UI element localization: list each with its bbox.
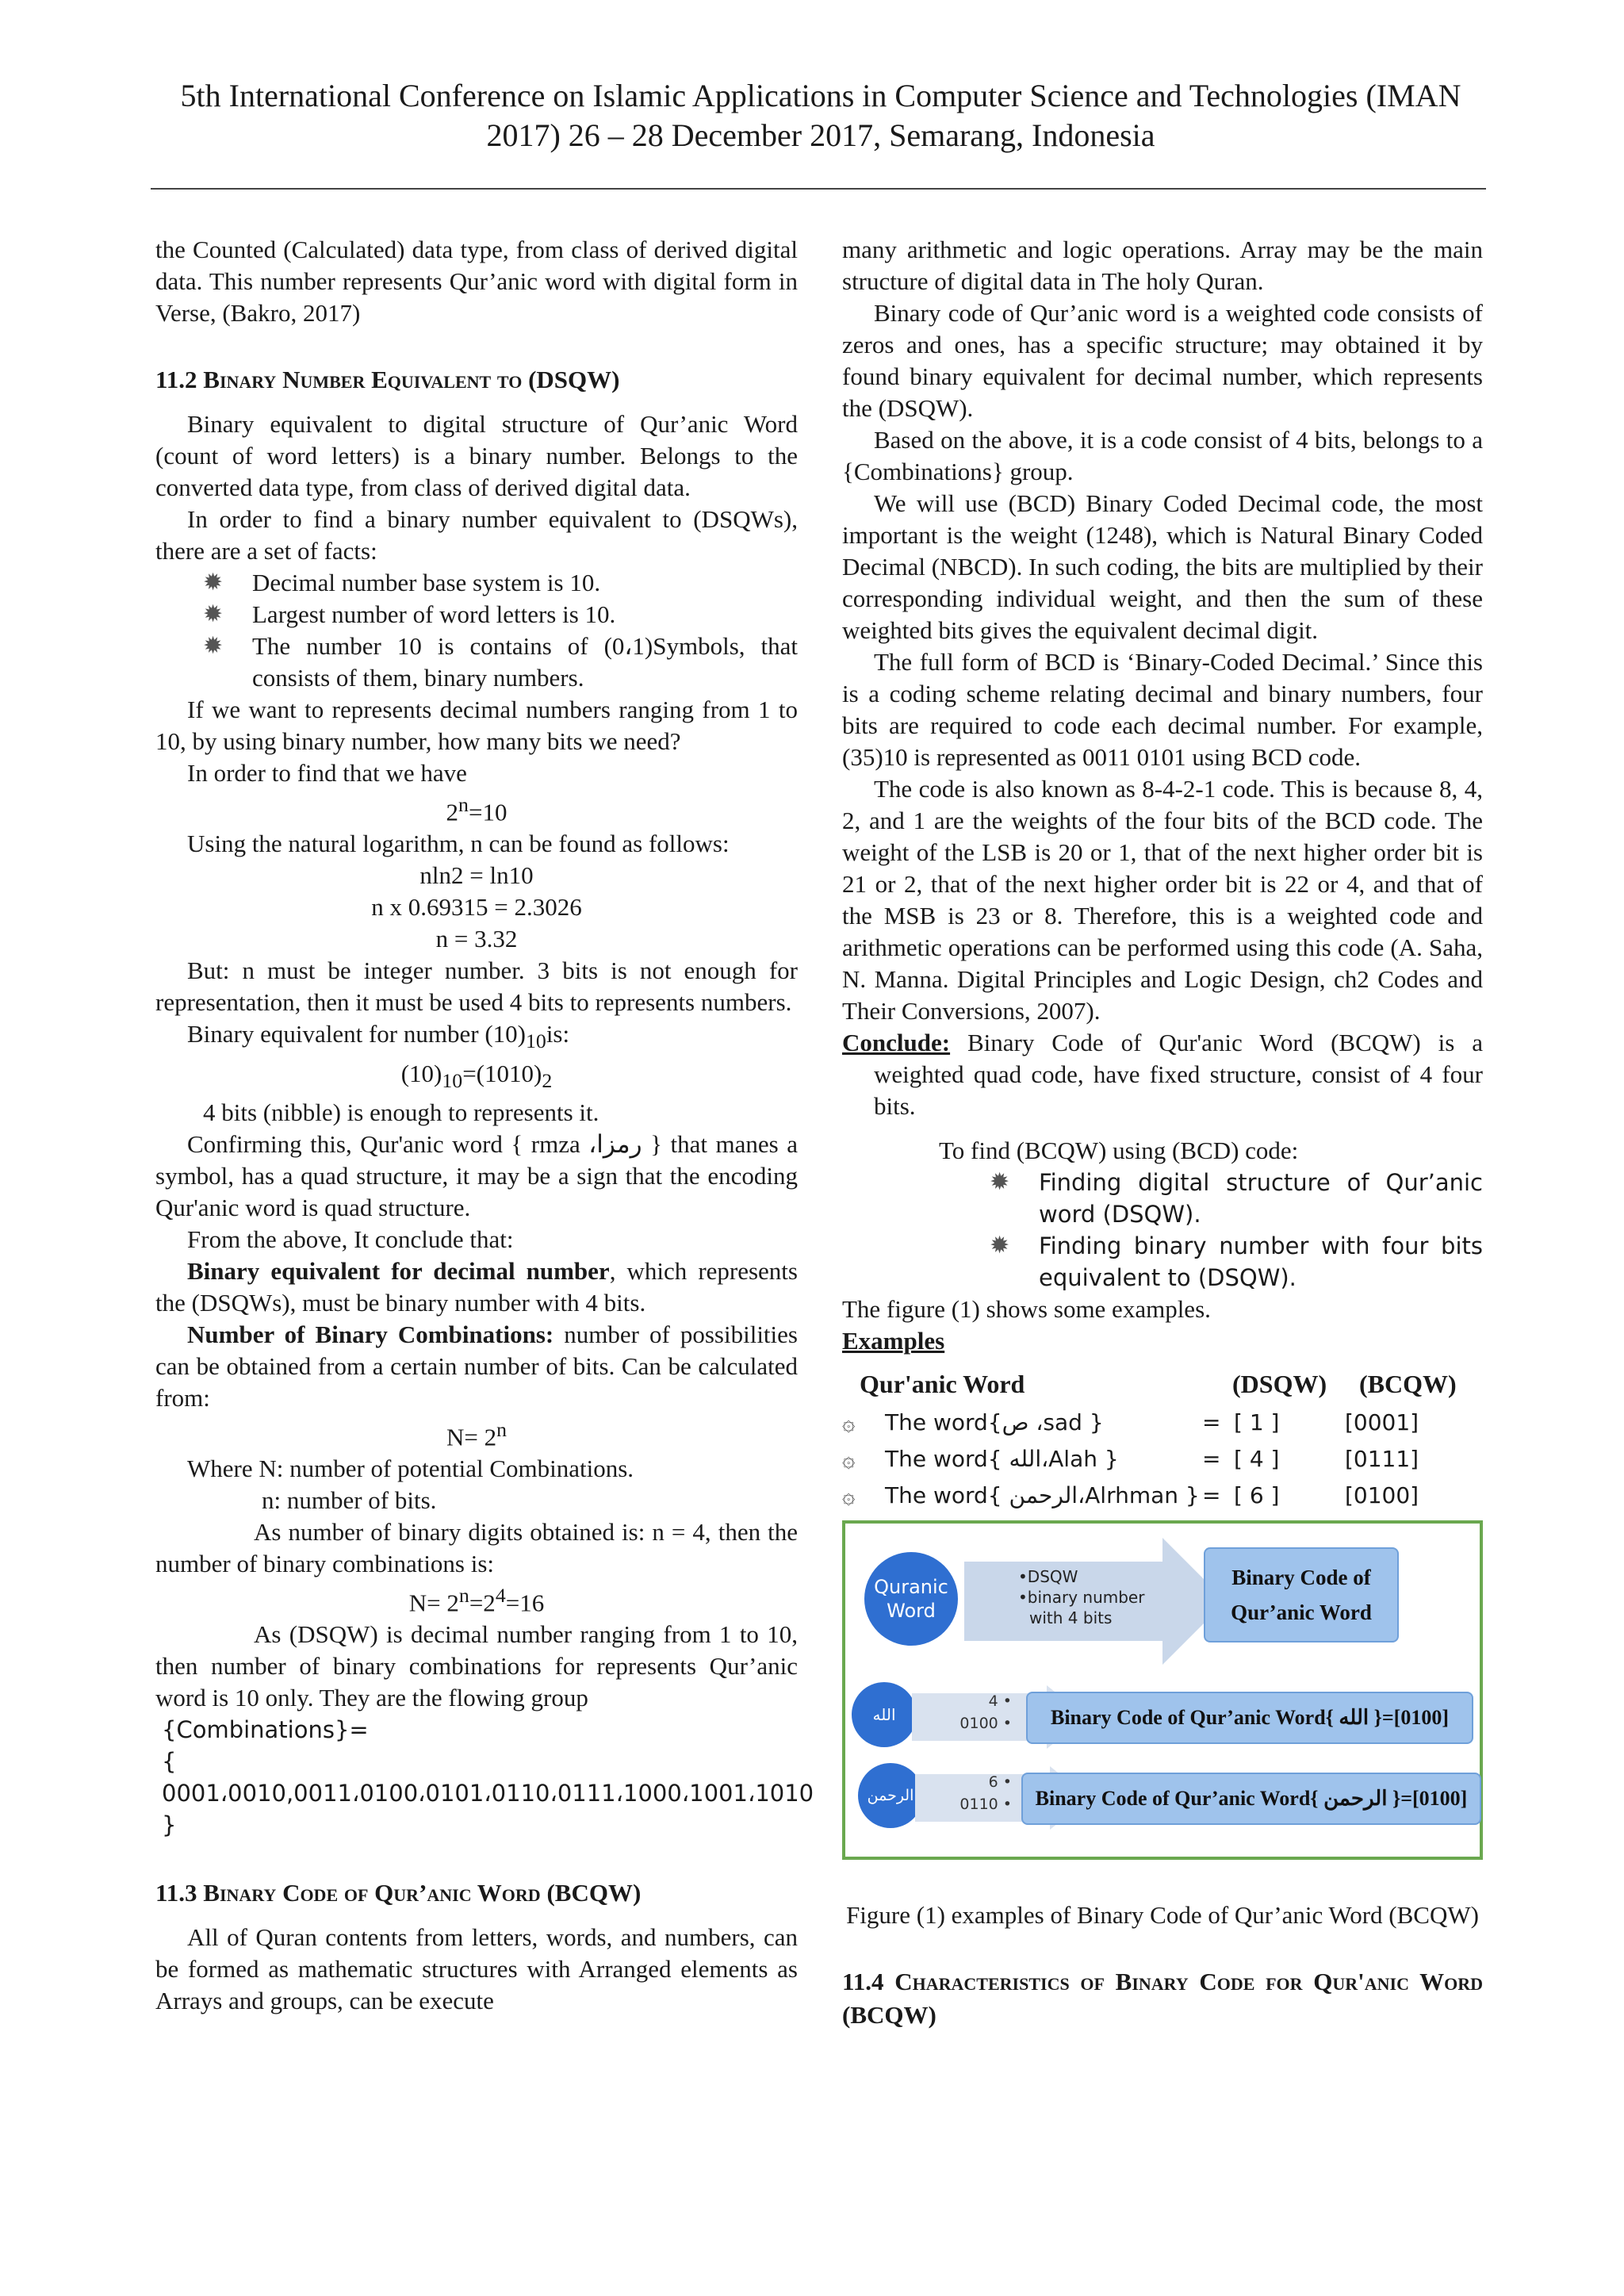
conference-header bbox=[151, 76, 1491, 155]
binary-code-box: Binary Code of Qur’anic Word bbox=[1204, 1547, 1399, 1642]
paragraph: Binary code of Qur’anic word is a weighted code consists of zeros and ones, has a specific structure; may obtained it by found binary equivalent for decimal number, which represents the (DSQW). bbox=[842, 299, 1483, 422]
section-abbr: (DSQW) bbox=[528, 366, 620, 393]
steps-list bbox=[842, 1167, 1483, 1294]
left-column bbox=[155, 234, 814, 2017]
section-number: 11.2 bbox=[155, 366, 197, 393]
section-title: Binary Number Equivalent to bbox=[203, 366, 523, 393]
intro-paragraph: the Counted (Calculated) data type, from class of derived digital data. This number represents Qur’anic word with digital form in Verse, (Bakro, 2017) bbox=[155, 236, 798, 327]
figure-reference: The figure (1) shows some examples. bbox=[842, 1295, 1211, 1323]
paragraph: n: number of bits. bbox=[262, 1486, 437, 1515]
example-values: 6 • 0110 • bbox=[959, 1773, 1012, 1813]
binary-code-example-box: Binary Code of Qur’anic Word{ الرحمن }=[0100] bbox=[1021, 1773, 1481, 1825]
decorative-glyph-icon: ۞ bbox=[842, 1482, 856, 1508]
paragraph: Confirming this, Qur'anic word { rmza ،رمزا } that manes a symbol, has a quad structure, it may be a sign that the encoding Qur'anic word is quad structure. bbox=[155, 1129, 798, 1221]
section-11-3-heading: 11.3 Binary Code of Qur’anic Word (BCQW) bbox=[155, 1879, 642, 1907]
equation: n = 3.32 bbox=[435, 925, 518, 953]
list-item: ✹ Finding digital structure of Qur’anic word (DSQW). bbox=[990, 1167, 1483, 1230]
paragraph: As number of binary digits obtained is: n = 4, then the number of binary combinations is: bbox=[155, 1518, 798, 1578]
paragraph: Based on the above, it is a code consist of 4 bits, belongs to a {Combinations} group. bbox=[842, 426, 1483, 485]
section-11-4-abbr: (BCQW) bbox=[842, 2001, 936, 2029]
list-item: ✹ The number 10 is contains of (0،1)Symbols, that consists of them, binary numbers. bbox=[203, 631, 798, 694]
section-11-4-heading: 11.4 Characteristics of Binary Code for Qur'anic Word bbox=[842, 1968, 1484, 1995]
example-row: ۞ The word{ص ،sad } = [ 1 ] [0001] bbox=[842, 1405, 1483, 1441]
paragraph: All of Quran contents from letters, words, and numbers, can be formed as mathematic structures with Arranged elements as Arrays and groups, can be execute bbox=[155, 1923, 798, 2015]
paragraph: Where N: number of potential Combinations. bbox=[187, 1455, 634, 1483]
examples-header: Qur'anic Word (DSQW) (BCQW) bbox=[860, 1370, 1457, 1398]
paragraph: Binary equivalent for number $(10)_{10}is$: bbox=[187, 1020, 570, 1053]
paragraph: But: n must be integer number. 3 bits is not enough for representation, then it must be used 4 bits to represents numbers. bbox=[155, 956, 798, 1017]
equation: $2^n=10$ bbox=[446, 793, 508, 826]
facts-list bbox=[155, 567, 798, 694]
example-row: ۞ The word{ الله،Alah } = [ 4 ] [0111] bbox=[842, 1441, 1483, 1478]
paragraph: As (DSQW) is decimal number ranging from 1 to 10, then number of binary combinations for represents Qur’anic word is 10 only. They are the flowing group bbox=[155, 1620, 798, 1712]
decorative-glyph-icon: ۞ bbox=[842, 1446, 856, 1472]
binary-code-example-box: Binary Code of Qur’anic Word{ الله }=[0100] bbox=[1026, 1692, 1473, 1744]
paragraph: Using the natural logarithm, n can be found as follows: bbox=[187, 830, 730, 858]
right-column bbox=[842, 234, 1483, 2044]
paragraph: Number of Binary Combinations: number of possibilities can be obtained from a certain number of bits. Can be calculated from: bbox=[155, 1320, 798, 1412]
section-11-2-heading bbox=[155, 364, 798, 396]
header-line-1: 5th International Conference on Islamic Applications in Computer Science and Technologies (IMAN bbox=[180, 78, 1461, 113]
figure-1 bbox=[842, 1520, 1483, 1860]
paragraph: Binary equivalent to digital structure of Qur’anic Word (count of word letters) is a binary number. Belongs to the converted data type, from class of derived digital data. bbox=[155, 410, 798, 501]
list-item: ✹ Largest number of word letters is 10. bbox=[203, 599, 798, 631]
definition-bullets: •DSQW •binary number with 4 bits bbox=[1018, 1567, 1145, 1627]
decorative-glyph-icon: ۞ bbox=[842, 1409, 856, 1435]
equation: $N= 2^n$ bbox=[446, 1417, 508, 1451]
list-item: ✹ Finding binary number with four bits equivalent to (DSQW). bbox=[990, 1230, 1483, 1294]
allah-circle: الله bbox=[852, 1682, 917, 1747]
alrhman-circle: الرحمن bbox=[858, 1763, 923, 1828]
header-line-2: 2017) 26 – 28 December 2017, Semarang, Indonesia bbox=[486, 117, 1155, 153]
example-row: ۞ The word{ الرحمن،Alrhman } = [ 6 ] [0100] bbox=[842, 1478, 1483, 1514]
list-item: ✹ Decimal number base system is 10. bbox=[203, 567, 798, 599]
paragraph: 4 bits (nibble) is enough to represents it. bbox=[203, 1098, 599, 1126]
paragraph: We will use (BCD) Binary Coded Decimal code, the most important is the weight (1248), which is Natural Binary Coded Decimal (NBCD). In such coding, the bits are multiplied by their corresponding individual weight, and then the sum of these weighted bits gives the equivalent decimal digit. bbox=[842, 489, 1483, 644]
equation: nln2 = ln10 bbox=[419, 861, 534, 890]
equation: n x 0.69315 = 2.3026 bbox=[371, 893, 582, 922]
example-values: 4 • 0100 • bbox=[959, 1692, 1012, 1732]
quranic-word-circle: Quranic Word bbox=[864, 1552, 958, 1646]
paragraph: From the above, It conclude that: bbox=[187, 1225, 514, 1253]
paragraph: In order to find a binary number equivalent to (DSQWs), there are a set of facts: bbox=[155, 505, 798, 565]
paragraph: The full form of BCD is ‘Binary-Coded Decimal.’ Since this is a coding scheme relating decimal and binary numbers, four bits are required to code each decimal number. For example, (35)10 is represented as 0011 0101 using BCD code. bbox=[842, 648, 1483, 771]
paragraph: Binary equivalent for decimal number, which represents the (DSQWs), must be binary number with 4 bits. bbox=[155, 1256, 798, 1317]
equation: $(10)_{10}=(1010)_2$ bbox=[400, 1059, 553, 1092]
header-rule bbox=[151, 188, 1486, 190]
paragraph: many arithmetic and logic operations. Array may be the main structure of digital data in The holy Quran. bbox=[842, 236, 1483, 295]
equation: $N= 2^n=2^4=16$ bbox=[408, 1584, 545, 1617]
paragraph: If we want to represents decimal numbers ranging from 1 to 10, by using binary number, how many bits we need? bbox=[155, 696, 798, 755]
combinations-list: 0001،0010,0011،0100،0101،0110،0111،1000،1001،1010 bbox=[162, 1780, 814, 1807]
combinations-open: { bbox=[162, 1748, 177, 1776]
examples-heading: Examples bbox=[842, 1327, 945, 1355]
to-find-text: To find (BCQW) using (BCD) code: bbox=[939, 1137, 1299, 1164]
paragraph: In order to find that we have bbox=[187, 759, 467, 787]
conclude-paragraph: Conclude: Binary Code of Qur'anic Word (BCQW) is a weighted quad code, have fixed structure, consist of 4 four bits. bbox=[842, 1029, 1483, 1120]
paragraph: The code is also known as 8-4-2-1 code. This is because 8, 4, 2, and 1 are the weights of the four bits of the BCD code. The weight of the LSB is 20 or 1, that of the next higher order bit is 21 or 2, that of the next higher order bit is 22 or 4, and that of the MSB is 23 or 8. Therefore, this is a weighted code and arithmetic operations can be performed using this code (A. Saha, N. Manna. Digital Principles and Logic Design, ch2 Codes and Their Conversions, 2007). bbox=[842, 775, 1483, 1025]
combinations-label: {Combinations}= bbox=[162, 1716, 369, 1744]
combinations-close: } bbox=[162, 1811, 177, 1839]
figure-caption: Figure (1) examples of Binary Code of Qur’anic Word (BCQW) bbox=[846, 1901, 1479, 1929]
